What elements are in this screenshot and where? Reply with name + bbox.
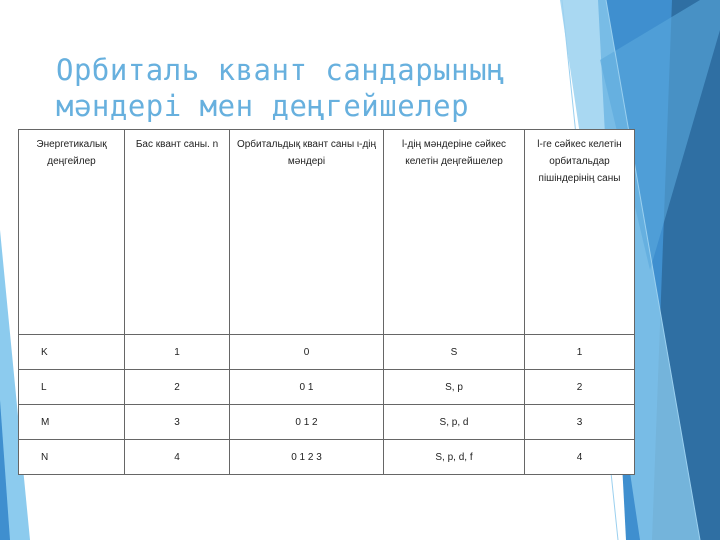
cell-n: 1 xyxy=(125,335,230,370)
table-body xyxy=(19,335,635,475)
header-orbital-shapes-count: l-ге сәйкес келетін орбитальдар пішіндерінің саны xyxy=(525,130,635,335)
cell-shape-count: 2 xyxy=(525,370,635,405)
header-principal-quantum-number: Бас квант саны. n xyxy=(125,130,230,335)
cell-l-values: 0 1 2 3 xyxy=(230,440,384,475)
cell-level: M xyxy=(19,405,125,440)
slide-title-line-1: Орбиталь квант сандарының xyxy=(56,53,505,87)
cell-n: 2 xyxy=(125,370,230,405)
table-header xyxy=(19,130,635,335)
cell-sublevels: S, p, d, f xyxy=(384,440,525,475)
cell-n: 4 xyxy=(125,440,230,475)
slide-title xyxy=(56,52,576,124)
header-sublevels: l-дің мәндеріне сәйкес келетін деңгейшелер xyxy=(384,130,525,335)
header-energy-levels: Энергетикалық деңгейлер xyxy=(19,130,125,335)
cell-level: N xyxy=(19,440,125,475)
slide-title-line-2: мәндері мен деңгейшелер xyxy=(56,89,470,123)
quantum-numbers-table xyxy=(18,129,635,475)
cell-l-values: 0 1 xyxy=(230,370,384,405)
table-row xyxy=(19,370,635,405)
cell-shape-count: 4 xyxy=(525,440,635,475)
cell-level: K xyxy=(19,335,125,370)
cell-sublevels: S, p xyxy=(384,370,525,405)
cell-n: 3 xyxy=(125,405,230,440)
cell-sublevels: S, p, d xyxy=(384,405,525,440)
cell-l-values: 0 1 2 xyxy=(230,405,384,440)
cell-shape-count: 1 xyxy=(525,335,635,370)
table-row xyxy=(19,405,635,440)
cell-shape-count: 3 xyxy=(525,405,635,440)
table-header-row xyxy=(19,130,635,335)
header-orbital-quantum-number: Орбитальдық квант саны ι-дің мәндері xyxy=(230,130,384,335)
table-row xyxy=(19,335,635,370)
cell-level: L xyxy=(19,370,125,405)
table-row xyxy=(19,440,635,475)
cell-l-values: 0 xyxy=(230,335,384,370)
cell-sublevels: S xyxy=(384,335,525,370)
